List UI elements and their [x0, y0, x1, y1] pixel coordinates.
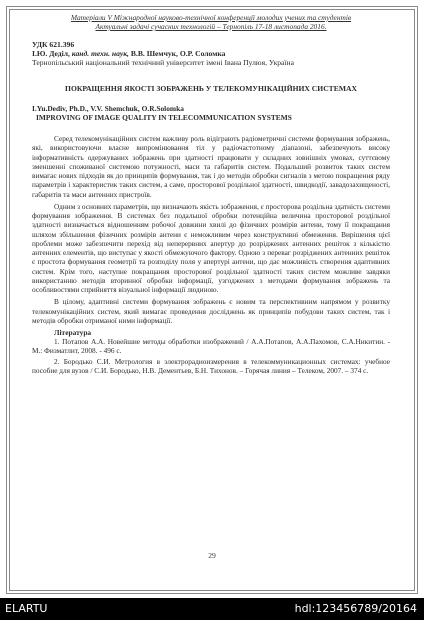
authors-en: I.Yu.Dediv, Ph.D., V.V. Shemchuk, O.R.Solomka: [32, 104, 184, 113]
conference-header: [32, 13, 390, 31]
conference-header-line1: Матеріали V Міжнародної науково-технічної конференції молодих учених та студентів: [70, 13, 352, 22]
page-number: 29: [208, 551, 216, 560]
literature-heading: Література: [54, 328, 92, 337]
literature-item: 1. Потапов А.А. Новейшие методы обработки изображений / А.А.Потапов, А.А.Пахомов, С.А.Никитин. - М.: Физматлит, 2008. - 496 с.: [32, 337, 390, 356]
title-ua: ПОКРАЩЕННЯ ЯКОСТІ ЗОБРАЖЕНЬ У ТЕЛЕКОМУНІКАЦІЙНИХ СИСТЕМАХ: [65, 84, 357, 93]
paragraph: Серед телекомунікаційних систем важливу роль відіграють радіометричні системи формування зображень, які, використовуючи власне випромінювання тіл у радіочастотному діапазоні, забезпечують високу інформативність одержуваних зображень при здатності працювати у складних зовнішніх умовах, суттєвому зменшенні споживаної системою потужності, маси та габаритів систем. Подальший розвиток таких систем вимагає нових підходів як до принципів формування, так і до методів обробки сигналів з метою покращення ряду параметрів і характеристик таких систем, а саме, просторової роздільної здатності, швидкодії, завадозахищеності, габаритів та маси антенних пристроїв.: [32, 134, 390, 199]
conference-header-line2: Актуальні задачі сучасних технологій – Тернопіль 17-18 листопада 2016.: [95, 22, 327, 31]
page-content: [32, 13, 390, 376]
udk-code: УДК 621.396: [32, 40, 75, 49]
author-degree: канд. техн. наук,: [69, 49, 129, 58]
repository-name: ELARTU: [5, 602, 48, 615]
author-first: І.Ю. Деділ,: [32, 49, 70, 58]
affiliation: Тернопільський національний технічний університет імені Івана Пулюя, Україна: [32, 58, 294, 67]
literature-item: 2. Бородько С.И. Метрология в электрорадиоизмерения в телекоммуникационных системах: учебное пособие для вузов / С.И. Бородько, Н.В. Дементьев, Б.Н. Тихонов. – Горячая линия – Телеком, 2007. – 374 с.: [32, 356, 390, 375]
article-body: [32, 134, 390, 325]
title-en: IMPROVING OF IMAGE QUALITY IN TELECOMMUNICATION SYSTEMS: [36, 113, 292, 122]
authors-rest: В.В. Шемчук, О.Р. Соломка: [128, 49, 226, 58]
authors-ua: [32, 49, 390, 58]
handle-id: hdl:123456789/20164: [294, 602, 417, 615]
paragraph: Одним з основних параметрів, що визначають якість зображення, є просторова роздільна здатність системи формування зображення. В системах без подальшої обробки потенційна величина просторової роздільної здатності визначається відношенням робочої довжини хвилі до фізичних розмірів антени, тому її покращання шляхом збільшення фізичних розмірів антени є неможливим через конструктивні обмеження. Вирішення цієї проблеми може забезпечити перехід від неперервних апертур до розріджених антенних решіток з кількістю антенних елементів, що виступає у якості обмежуючого фактору. Одною з переваг розріджених антенних решіток є простота формування геометрії та розподілу поля у апертурі антени, що дає можливість створення адаптивних систем. Крім того, наступне покращання просторової роздільної здатності таких систем можливе завдяки використанню методів вторинної обробки інформації, узгоджених з методами формування зображень та особливостями сприйняття візуальної інформації людиною.: [32, 201, 390, 294]
repository-footer: [0, 598, 424, 620]
literature-list: [32, 337, 390, 375]
paragraph: В цілому, адаптивні системи формування зображень є новим та перспективним напрямом у розвитку телекомунікаційних систем, який вимагає проведення досліджень як принципів побудови таких систем, так і методів обробки отриманої ними інформації.: [32, 297, 390, 325]
